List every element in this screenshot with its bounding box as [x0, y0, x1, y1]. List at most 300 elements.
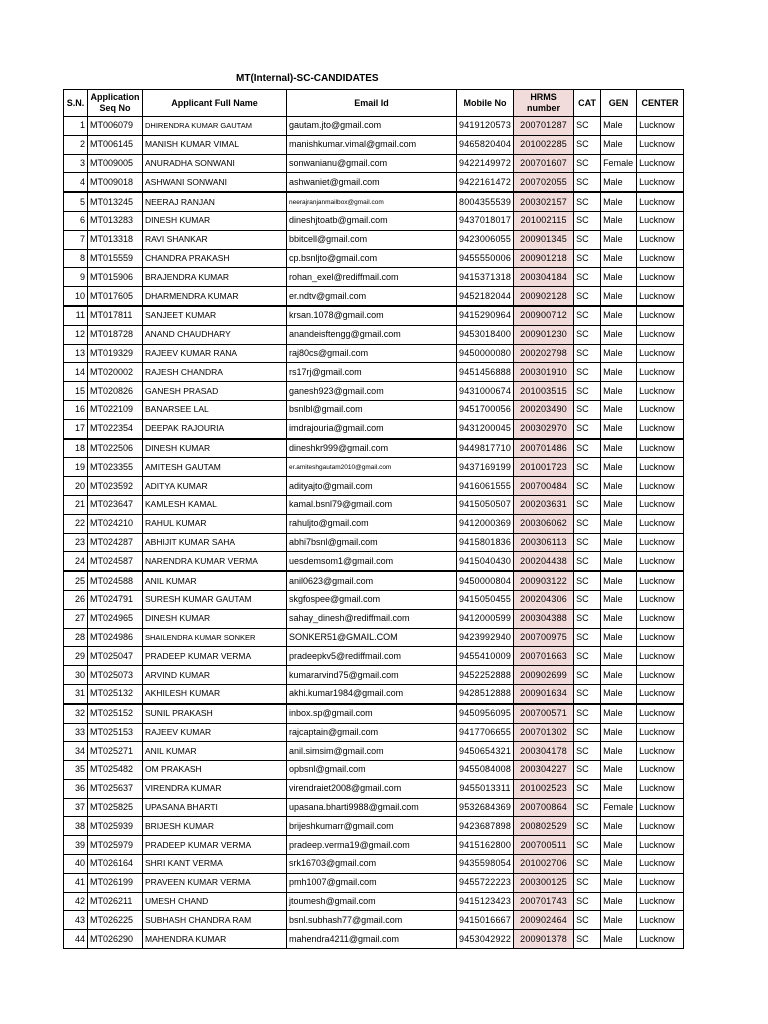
- cell-email: adityajto@gmail.com: [287, 477, 457, 496]
- cell-name: SUNIL PRAKASH: [143, 704, 287, 723]
- cell-sn: 44: [64, 930, 88, 949]
- cell-name: PRAVEEN KUMAR VERMA: [143, 873, 287, 892]
- cell-cat: SC: [574, 306, 601, 325]
- cell-gen: Male: [601, 628, 637, 647]
- cell-hrms: 200802529: [514, 817, 574, 836]
- cell-hrms: 200902699: [514, 666, 574, 685]
- cell-center: Lucknow: [637, 666, 684, 685]
- cell-name: ABHIJIT KUMAR SAHA: [143, 533, 287, 552]
- cell-name: DHIRENDRA KUMAR GAUTAM: [143, 117, 287, 136]
- cell-email: opbsnl@gmail.com: [287, 761, 457, 780]
- cell-center: Lucknow: [637, 477, 684, 496]
- cell-hrms: 200901345: [514, 230, 574, 249]
- cell-center: Lucknow: [637, 855, 684, 874]
- cell-name: UPASANA BHARTI: [143, 798, 287, 817]
- cell-sn: 36: [64, 779, 88, 798]
- cell-cat: SC: [574, 173, 601, 192]
- header-gen: GEN: [601, 90, 637, 117]
- cell-email: dineshjtoatb@gmail.com: [287, 211, 457, 230]
- cell-seq: MT025152: [88, 704, 143, 723]
- candidates-table: [63, 89, 684, 949]
- cell-email: rahuljto@gmail.com: [287, 514, 457, 533]
- cell-mobile: 9412000599: [457, 609, 514, 628]
- cell-email: mahendra4211@gmail.com: [287, 930, 457, 949]
- table-row: [64, 173, 684, 192]
- cell-hrms: 200204438: [514, 552, 574, 571]
- cell-seq: MT024588: [88, 571, 143, 590]
- cell-gen: Male: [601, 173, 637, 192]
- cell-mobile: 9455722223: [457, 873, 514, 892]
- cell-cat: SC: [574, 798, 601, 817]
- cell-center: Lucknow: [637, 211, 684, 230]
- cell-mobile: 9416061555: [457, 477, 514, 496]
- cell-email: gautam.jto@gmail.com: [287, 117, 457, 136]
- cell-hrms: 200700511: [514, 836, 574, 855]
- cell-hrms: 200700975: [514, 628, 574, 647]
- cell-hrms: 201003515: [514, 382, 574, 401]
- cell-cat: SC: [574, 439, 601, 458]
- cell-seq: MT025073: [88, 666, 143, 685]
- cell-center: Lucknow: [637, 458, 684, 477]
- cell-hrms: 200700864: [514, 798, 574, 817]
- cell-sn: 34: [64, 742, 88, 761]
- cell-mobile: 9450000804: [457, 571, 514, 590]
- cell-hrms: 201002706: [514, 855, 574, 874]
- cell-sn: 28: [64, 628, 88, 647]
- cell-seq: MT024791: [88, 590, 143, 609]
- cell-cat: SC: [574, 723, 601, 742]
- cell-name: NEERAJ RANJAN: [143, 192, 287, 211]
- cell-cat: SC: [574, 268, 601, 287]
- table-row: [64, 911, 684, 930]
- cell-cat: SC: [574, 135, 601, 154]
- cell-sn: 5: [64, 192, 88, 211]
- cell-sn: 25: [64, 571, 88, 590]
- cell-hrms: 200204306: [514, 590, 574, 609]
- cell-mobile: 9415016667: [457, 911, 514, 930]
- cell-seq: MT020826: [88, 382, 143, 401]
- cell-name: MAHENDRA KUMAR: [143, 930, 287, 949]
- cell-hrms: 201001723: [514, 458, 574, 477]
- cell-sn: 20: [64, 477, 88, 496]
- cell-center: Lucknow: [637, 892, 684, 911]
- cell-mobile: 9465820404: [457, 135, 514, 154]
- cell-center: Lucknow: [637, 268, 684, 287]
- cell-seq: MT013318: [88, 230, 143, 249]
- cell-name: RAJESH CHANDRA: [143, 363, 287, 382]
- cell-sn: 12: [64, 325, 88, 344]
- cell-sn: 32: [64, 704, 88, 723]
- cell-cat: SC: [574, 666, 601, 685]
- cell-seq: MT015906: [88, 268, 143, 287]
- cell-email: rohan_exel@rediffmail.com: [287, 268, 457, 287]
- cell-center: Lucknow: [637, 192, 684, 211]
- cell-hrms: 200901230: [514, 325, 574, 344]
- header-hrms: HRMS number: [514, 90, 574, 117]
- cell-center: Lucknow: [637, 287, 684, 306]
- cell-email: kamal.bsnl79@gmail.com: [287, 495, 457, 514]
- cell-email: sahay_dinesh@rediffmail.com: [287, 609, 457, 628]
- cell-hrms: 200702055: [514, 173, 574, 192]
- table-row: [64, 419, 684, 438]
- cell-mobile: 9455013311: [457, 779, 514, 798]
- cell-cat: SC: [574, 684, 601, 703]
- cell-mobile: 9412000369: [457, 514, 514, 533]
- cell-cat: SC: [574, 419, 601, 438]
- cell-gen: Male: [601, 930, 637, 949]
- cell-hrms: 200300125: [514, 873, 574, 892]
- cell-cat: SC: [574, 533, 601, 552]
- cell-gen: Male: [601, 571, 637, 590]
- cell-sn: 9: [64, 268, 88, 287]
- cell-gen: Male: [601, 477, 637, 496]
- cell-name: DINESH KUMAR: [143, 439, 287, 458]
- cell-center: Lucknow: [637, 135, 684, 154]
- cell-email: manishkumar.vimal@gmail.com: [287, 135, 457, 154]
- cell-sn: 27: [64, 609, 88, 628]
- cell-mobile: 9450000080: [457, 344, 514, 363]
- cell-center: Lucknow: [637, 439, 684, 458]
- cell-sn: 11: [64, 306, 88, 325]
- cell-gen: Male: [601, 552, 637, 571]
- cell-hrms: 200902464: [514, 911, 574, 930]
- cell-name: GANESH PRASAD: [143, 382, 287, 401]
- cell-cat: SC: [574, 458, 601, 477]
- cell-gen: Male: [601, 344, 637, 363]
- cell-seq: MT009018: [88, 173, 143, 192]
- cell-hrms: 200302157: [514, 192, 574, 211]
- header-center: CENTER: [637, 90, 684, 117]
- cell-sn: 35: [64, 761, 88, 780]
- cell-mobile: 9415162800: [457, 836, 514, 855]
- cell-hrms: 200701302: [514, 723, 574, 742]
- cell-gen: Male: [601, 590, 637, 609]
- cell-center: Lucknow: [637, 230, 684, 249]
- table-row: [64, 192, 684, 211]
- cell-email: pradeep.verma19@gmail.com: [287, 836, 457, 855]
- cell-hrms: 200902128: [514, 287, 574, 306]
- cell-email: akhi.kumar1984@gmail.com: [287, 684, 457, 703]
- cell-name: DHARMENDRA KUMAR: [143, 287, 287, 306]
- cell-name: MANISH KUMAR VIMAL: [143, 135, 287, 154]
- cell-name: ANURADHA SONWANI: [143, 154, 287, 173]
- cell-center: Lucknow: [637, 742, 684, 761]
- cell-email: neerajranjanmailbox@gmail.com: [287, 192, 457, 211]
- cell-center: Lucknow: [637, 684, 684, 703]
- cell-email: ashwaniet@gmail.com: [287, 173, 457, 192]
- header-seq: Application Seq No: [88, 90, 143, 117]
- table-row: [64, 458, 684, 477]
- cell-mobile: 9423687898: [457, 817, 514, 836]
- cell-gen: Male: [601, 192, 637, 211]
- cell-hrms: 200903122: [514, 571, 574, 590]
- cell-cat: SC: [574, 363, 601, 382]
- cell-center: Lucknow: [637, 723, 684, 742]
- cell-mobile: 9415123423: [457, 892, 514, 911]
- cell-email: jtoumesh@gmail.com: [287, 892, 457, 911]
- cell-hrms: 200306113: [514, 533, 574, 552]
- cell-gen: Male: [601, 684, 637, 703]
- cell-hrms: 200304184: [514, 268, 574, 287]
- cell-hrms: 200700571: [514, 704, 574, 723]
- header-row: [64, 90, 684, 117]
- cell-email: srk16703@gmail.com: [287, 855, 457, 874]
- cell-hrms: 200701607: [514, 154, 574, 173]
- cell-seq: MT019329: [88, 344, 143, 363]
- cell-hrms: 200202798: [514, 344, 574, 363]
- cell-center: Lucknow: [637, 779, 684, 798]
- cell-mobile: 9450654321: [457, 742, 514, 761]
- cell-hrms: 200901218: [514, 249, 574, 268]
- cell-mobile: 9415050507: [457, 495, 514, 514]
- cell-seq: MT023355: [88, 458, 143, 477]
- cell-gen: Male: [601, 723, 637, 742]
- cell-gen: Male: [601, 306, 637, 325]
- cell-mobile: 9453018400: [457, 325, 514, 344]
- cell-seq: MT024210: [88, 514, 143, 533]
- cell-cat: SC: [574, 514, 601, 533]
- cell-hrms: 201002523: [514, 779, 574, 798]
- cell-name: RAVI SHANKAR: [143, 230, 287, 249]
- table-row: [64, 684, 684, 703]
- cell-email: raj80cs@gmail.com: [287, 344, 457, 363]
- table-row: [64, 873, 684, 892]
- cell-sn: 30: [64, 666, 88, 685]
- cell-email: er.amiteshgautam2010@gmail.com: [287, 458, 457, 477]
- cell-email: uesdemsom1@gmail.com: [287, 552, 457, 571]
- table-row: [64, 514, 684, 533]
- cell-email: rajcaptain@gmail.com: [287, 723, 457, 742]
- cell-seq: MT025482: [88, 761, 143, 780]
- table-row: [64, 117, 684, 136]
- cell-mobile: 8004355539: [457, 192, 514, 211]
- cell-hrms: 200304178: [514, 742, 574, 761]
- cell-seq: MT013245: [88, 192, 143, 211]
- cell-cat: SC: [574, 325, 601, 344]
- cell-mobile: 9428512888: [457, 684, 514, 703]
- cell-sn: 17: [64, 419, 88, 438]
- cell-seq: MT025825: [88, 798, 143, 817]
- table-row: [64, 798, 684, 817]
- cell-mobile: 9449817710: [457, 439, 514, 458]
- cell-cat: SC: [574, 400, 601, 419]
- cell-mobile: 9419120573: [457, 117, 514, 136]
- cell-gen: Male: [601, 419, 637, 438]
- cell-seq: MT017605: [88, 287, 143, 306]
- cell-email: bsnl.subhash77@gmail.com: [287, 911, 457, 930]
- cell-cat: SC: [574, 742, 601, 761]
- cell-sn: 22: [64, 514, 88, 533]
- table-row: [64, 552, 684, 571]
- cell-seq: MT013283: [88, 211, 143, 230]
- cell-email: dineshkr999@gmail.com: [287, 439, 457, 458]
- cell-email: virendraiet2008@gmail.com: [287, 779, 457, 798]
- cell-seq: MT025047: [88, 647, 143, 666]
- cell-gen: Male: [601, 400, 637, 419]
- table-row: [64, 704, 684, 723]
- cell-name: RAJEEV KUMAR: [143, 723, 287, 742]
- table-row: [64, 135, 684, 154]
- table-body: [64, 117, 684, 949]
- cell-name: ADITYA KUMAR: [143, 477, 287, 496]
- cell-mobile: 9455084008: [457, 761, 514, 780]
- table-row: [64, 647, 684, 666]
- cell-mobile: 9415801836: [457, 533, 514, 552]
- cell-mobile: 9415050455: [457, 590, 514, 609]
- table-row: [64, 855, 684, 874]
- sheet-title: MT(Internal)-SC-CANDIDATES: [236, 73, 379, 84]
- cell-sn: 6: [64, 211, 88, 230]
- cell-cat: SC: [574, 892, 601, 911]
- cell-seq: MT022354: [88, 419, 143, 438]
- cell-gen: Female: [601, 798, 637, 817]
- cell-name: BRIJESH KUMAR: [143, 817, 287, 836]
- cell-hrms: 200304388: [514, 609, 574, 628]
- cell-mobile: 9453042922: [457, 930, 514, 949]
- cell-cat: SC: [574, 873, 601, 892]
- table-row: [64, 439, 684, 458]
- cell-gen: Male: [601, 514, 637, 533]
- cell-mobile: 9437169199: [457, 458, 514, 477]
- cell-gen: Male: [601, 117, 637, 136]
- cell-hrms: 200301910: [514, 363, 574, 382]
- cell-cat: SC: [574, 817, 601, 836]
- cell-mobile: 9422161472: [457, 173, 514, 192]
- cell-center: Lucknow: [637, 609, 684, 628]
- cell-mobile: 9431000674: [457, 382, 514, 401]
- cell-cat: SC: [574, 911, 601, 930]
- cell-sn: 42: [64, 892, 88, 911]
- cell-hrms: 200302970: [514, 419, 574, 438]
- cell-sn: 1: [64, 117, 88, 136]
- table-row: [64, 477, 684, 496]
- cell-center: Lucknow: [637, 382, 684, 401]
- cell-mobile: 9437018017: [457, 211, 514, 230]
- cell-name: ARVIND KUMAR: [143, 666, 287, 685]
- cell-hrms: 200901378: [514, 930, 574, 949]
- cell-mobile: 9451456888: [457, 363, 514, 382]
- table-row: [64, 892, 684, 911]
- cell-gen: Male: [601, 439, 637, 458]
- cell-hrms: 200700484: [514, 477, 574, 496]
- cell-gen: Male: [601, 836, 637, 855]
- cell-sn: 29: [64, 647, 88, 666]
- cell-sn: 3: [64, 154, 88, 173]
- cell-seq: MT018728: [88, 325, 143, 344]
- cell-gen: Male: [601, 817, 637, 836]
- cell-cat: SC: [574, 761, 601, 780]
- cell-sn: 7: [64, 230, 88, 249]
- cell-email: anil.simsim@gmail.com: [287, 742, 457, 761]
- cell-seq: MT023592: [88, 477, 143, 496]
- cell-cat: SC: [574, 836, 601, 855]
- cell-center: Lucknow: [637, 647, 684, 666]
- cell-gen: Male: [601, 666, 637, 685]
- cell-cat: SC: [574, 230, 601, 249]
- cell-hrms: 200701486: [514, 439, 574, 458]
- cell-seq: MT009005: [88, 154, 143, 173]
- table-row: [64, 363, 684, 382]
- cell-name: DINESH KUMAR: [143, 211, 287, 230]
- cell-center: Lucknow: [637, 911, 684, 930]
- cell-seq: MT015559: [88, 249, 143, 268]
- cell-gen: Male: [601, 873, 637, 892]
- cell-mobile: 9435598054: [457, 855, 514, 874]
- cell-gen: Male: [601, 855, 637, 874]
- table-row: [64, 400, 684, 419]
- cell-email: bsnlbl@gmail.com: [287, 400, 457, 419]
- cell-center: Lucknow: [637, 873, 684, 892]
- cell-name: SHRI KANT VERMA: [143, 855, 287, 874]
- cell-gen: Male: [601, 911, 637, 930]
- cell-cat: SC: [574, 287, 601, 306]
- header-name: Applicant Full Name: [143, 90, 287, 117]
- cell-gen: Male: [601, 647, 637, 666]
- cell-gen: Male: [601, 892, 637, 911]
- cell-name: AMITESH GAUTAM: [143, 458, 287, 477]
- cell-seq: MT025939: [88, 817, 143, 836]
- table-row: [64, 742, 684, 761]
- cell-mobile: 9532684369: [457, 798, 514, 817]
- cell-sn: 26: [64, 590, 88, 609]
- cell-email: rs17rj@gmail.com: [287, 363, 457, 382]
- cell-cat: SC: [574, 249, 601, 268]
- cell-sn: 41: [64, 873, 88, 892]
- cell-hrms: 200901634: [514, 684, 574, 703]
- cell-seq: MT022506: [88, 439, 143, 458]
- cell-sn: 33: [64, 723, 88, 742]
- cell-email: anandeisftengg@gmail.com: [287, 325, 457, 344]
- cell-mobile: 9415290964: [457, 306, 514, 325]
- cell-email: brijeshkumarr@gmail.com: [287, 817, 457, 836]
- cell-mobile: 9417706655: [457, 723, 514, 742]
- cell-seq: MT020002: [88, 363, 143, 382]
- cell-center: Lucknow: [637, 325, 684, 344]
- cell-seq: MT025637: [88, 779, 143, 798]
- cell-name: RAJEEV KUMAR RANA: [143, 344, 287, 363]
- cell-name: RAHUL KUMAR: [143, 514, 287, 533]
- cell-cat: SC: [574, 552, 601, 571]
- cell-mobile: 9452252888: [457, 666, 514, 685]
- cell-sn: 2: [64, 135, 88, 154]
- cell-gen: Female: [601, 154, 637, 173]
- cell-seq: MT025132: [88, 684, 143, 703]
- cell-sn: 40: [64, 855, 88, 874]
- cell-hrms: 200701743: [514, 892, 574, 911]
- cell-seq: MT023647: [88, 495, 143, 514]
- cell-center: Lucknow: [637, 495, 684, 514]
- header-sn: S.N.: [64, 90, 88, 117]
- cell-name: DEEPAK RAJOURIA: [143, 419, 287, 438]
- cell-email: er.ndtv@gmail.com: [287, 287, 457, 306]
- cell-cat: SC: [574, 382, 601, 401]
- cell-gen: Male: [601, 495, 637, 514]
- cell-gen: Male: [601, 135, 637, 154]
- cell-hrms: 200203631: [514, 495, 574, 514]
- cell-email: skgfospee@gmail.com: [287, 590, 457, 609]
- table-row: [64, 628, 684, 647]
- table-row: [64, 836, 684, 855]
- cell-gen: Male: [601, 704, 637, 723]
- cell-gen: Male: [601, 211, 637, 230]
- cell-sn: 31: [64, 684, 88, 703]
- table-row: [64, 230, 684, 249]
- cell-gen: Male: [601, 325, 637, 344]
- cell-seq: MT024287: [88, 533, 143, 552]
- cell-gen: Male: [601, 268, 637, 287]
- table-row: [64, 609, 684, 628]
- cell-center: Lucknow: [637, 704, 684, 723]
